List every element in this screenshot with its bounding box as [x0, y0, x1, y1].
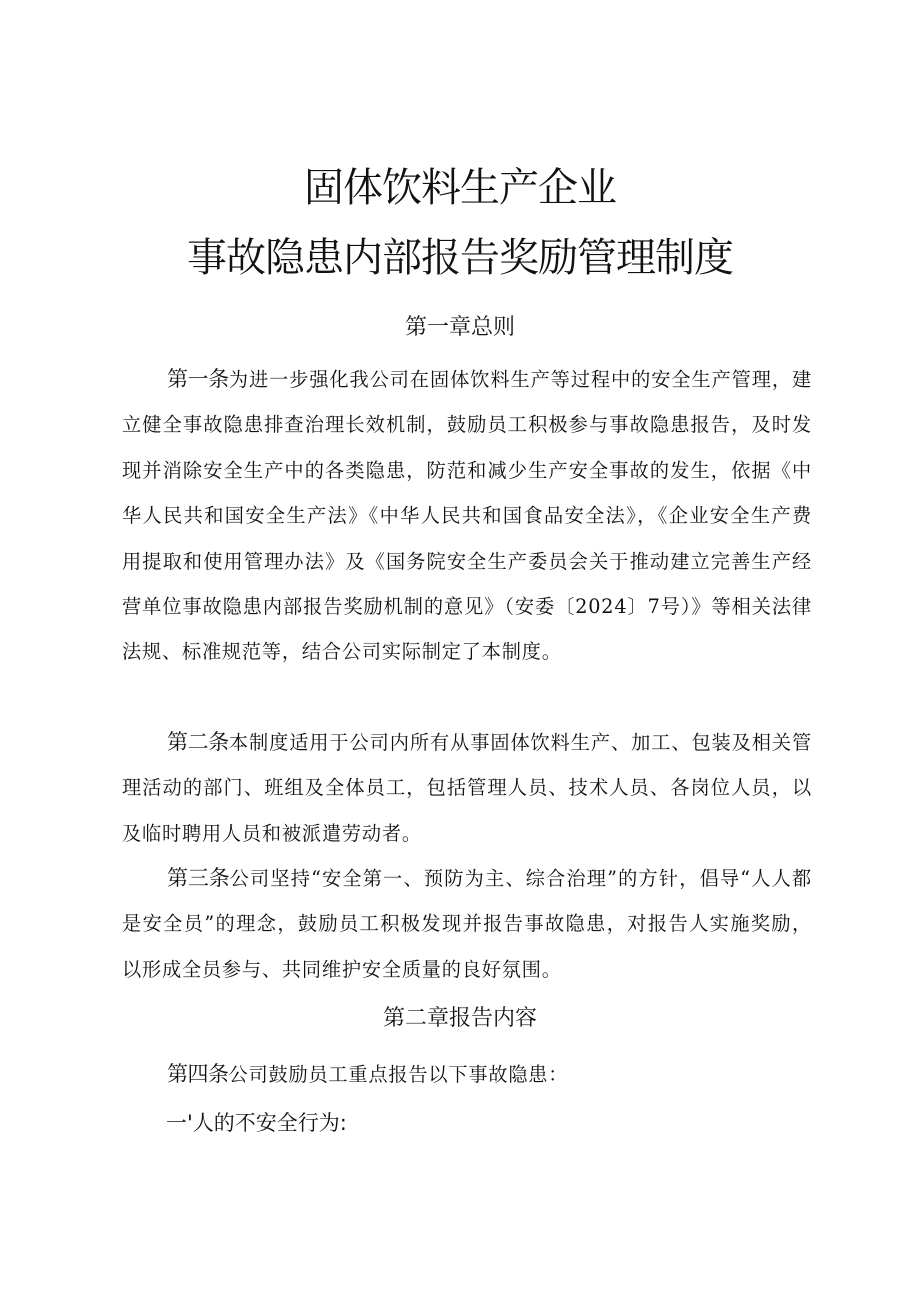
article-1 [122, 357, 812, 675]
article-2-lead: 第二条 [167, 730, 229, 754]
document-title-line-1: 固体饮料生产企业 [304, 165, 616, 211]
article-2-text: 本制度适用于公司内所有从事固体饮料生产、加工、包装及相关管理活动的部门、班组及全体员工，包括管理人员、技术人员、各岗位人员，以及临时聘用人员和被派遣劳动者。 [122, 731, 812, 845]
chapter-heading-1: 第一章总则 [404, 315, 515, 340]
article-3-lead: 第三条 [167, 866, 230, 890]
article-4-text: 公司鼓励员工重点报告以下事故隐患： [228, 1063, 569, 1086]
article-1-lead: 第一条 [167, 367, 229, 391]
article-3 [122, 856, 812, 992]
subheading-unsafe-behavior: 一'人的不安全行为: [166, 1111, 347, 1135]
article-4-lead: 第四条 [167, 1062, 229, 1086]
article-1-text: 为进一步强化我公司在固体饮料生产等过程中的安全生产管理，建立健全事故隐患排查治理长效机制，鼓励员工积极参与事故隐患报告，及时发现并消除安全生产中的各类隐患，防范和减少生产安全事故的发生，依据《中华人民共和国安全生产法》《中华人民共和国食品安全法》，《企业安全生产费用提取和使用管理办法》及《国务院安全生产委员会关于推动建立完善生产经营单位事故隐患内部报告奖励机制的意见》（安委〔2024〕7号）》等相关法律法规、标准规范等，结合公司实际制定了本制度。 [122, 368, 812, 664]
document-title-line-2: 事故隐患内部报告奖励管理制度 [187, 235, 733, 281]
article-3-text: 公司坚持“安全第一、预防为主、综合治理”的方针，倡导“人人都是安全员”的理念，鼓励员工积极发现并报告事故隐患，对报告人实施奖励，以形成全员参与、共同维护安全质量的良好氛围。 [122, 867, 812, 981]
chapter-heading-2: 第二章报告内容 [382, 1006, 537, 1031]
article-2 [122, 720, 812, 856]
article-4 [122, 1052, 812, 1097]
